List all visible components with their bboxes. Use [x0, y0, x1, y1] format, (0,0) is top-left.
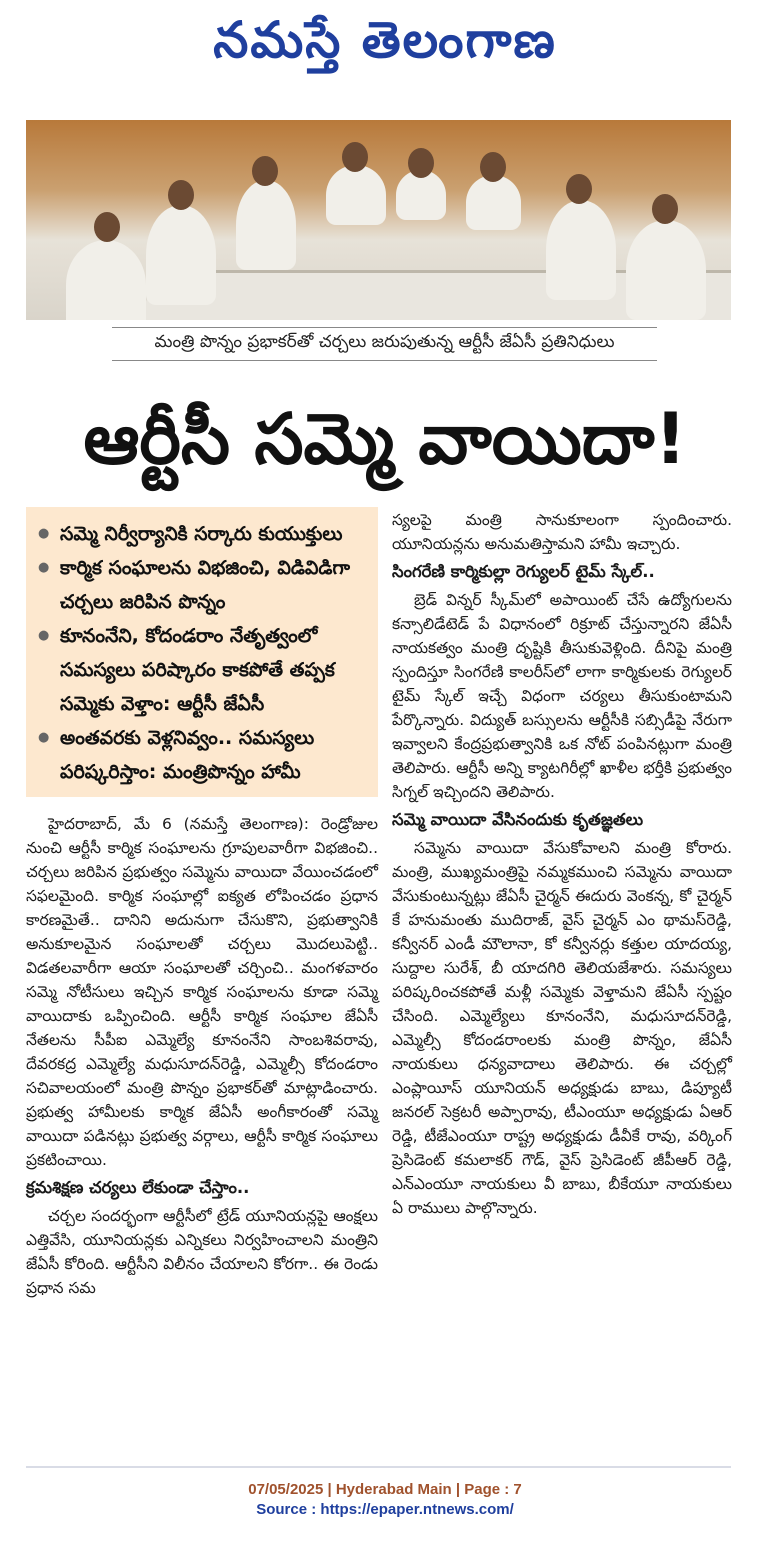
- photo-person: [546, 200, 616, 300]
- photo-person: [326, 165, 386, 225]
- article-paragraph: చర్చల సందర్భంగా ఆర్టీసీలో ట్రేడ్ యూనియన్లపై ఆంక్షలు ఎత్తివేసి, యూనియన్లకు ఎన్నికలు నిర్వహించాలని మంత్రిని జేఏసీ కోరింది. ఆర్టీసీని విలీనం చేయాలని కోరగా.. ఈ రెండు ప్రధాన సమ: [26, 1207, 378, 1297]
- masthead-title: నమస్తే తెలంగాణ: [213, 10, 557, 69]
- photo-head: [94, 212, 120, 242]
- highlight-item: ● కార్మిక సంఘాలను విభజించి, విడివిడిగా చర్చలు జరిపిన పొన్నం: [38, 551, 370, 619]
- masthead: [0, 0, 770, 92]
- news-photo: [26, 120, 731, 320]
- photo-person: [466, 175, 521, 230]
- photo-person: [626, 220, 706, 320]
- article-subhead: క్రమశిక్షణ చర్యలు లేకుండా చేస్తాం..: [26, 1178, 250, 1197]
- footer-source-link[interactable]: Source : https://epaper.ntnews.com/: [256, 1501, 514, 1518]
- photo-head: [252, 156, 278, 186]
- photo-head: [168, 180, 194, 210]
- photo-head: [566, 174, 592, 204]
- photo-person: [236, 180, 296, 270]
- photo-head: [342, 142, 368, 172]
- article-headline: ఆర్టీసీ సమ్మె వాయిదా!: [83, 397, 687, 480]
- highlight-item: ● అంతవరకు వెళ్లనివ్వం.. సమస్యలు పరిష్కరిస్తాం: మంత్రిపొన్నం హామీ: [38, 721, 370, 789]
- article-column-right: [392, 508, 732, 1224]
- photo-person: [146, 205, 216, 305]
- article-paragraph: హైదరాబాద్, మే 6 (నమస్తే తెలంగాణ): రెండ్రోజుల నుంచి ఆర్టీసీ కార్మిక సంఘాలను గ్రూపులవారీగా విభజించి.. చర్చలు జరిపిన ప్రభుత్వం సమ్మెను వాయిదా వేయించడంలో సఫలమైంది. కార్మిక సంఘాల్లో ఐక్యత లోపించడం ప్రధాన కారణమైతే.. దానిని అదునుగా చేసుకొని, ప్రభుత్వానికి అనుకూలమైన సంఘాలతో చర్చలు మొదలుపెట్టి.. విడతలవారీగా ఆయా సంఘాలతో చర్చించి.. మంగళవారం సమ్మె నోటీసులు ఇచ్చిన కార్మిక సంఘాలను కూడా సమ్మె వాయిదాకు ఒప్పించింది. ఆర్టీసీ కార్మిక సంఘాల జేఏసీ నేతలను సీపీఐ ఎమ్మెల్యే కూనంనేని సాంబశివరావు, దేవరకద్ర ఎమ్మెల్యే మధుసూదన్‌రెడ్డి, ఎమ్మెల్సీ కోదండరాం సచివాలయంలో మంత్రి పొన్నం ప్రభాకర్‌తో మాట్లాడించారు. ప్రభుత్వ హామీలకు కార్మిక జేఏసీ అంగీకారంతో సమ్మె వాయిదా పడినట్లు ప్రభుత్వ వర్గాలు, ఆర్టీసీ కార్మిక సంఘాలు ప్రకటించాయి.: [26, 815, 378, 1169]
- footer-edition-info: 07/05/2025 | Hyderabad Main | Page : 7: [248, 1481, 522, 1498]
- photo-head: [480, 152, 506, 182]
- footer: [0, 1480, 770, 1520]
- article-subhead: సమ్మె వాయిదా వేసినందుకు కృతజ్ఞతలు: [392, 810, 644, 829]
- photo-head: [652, 194, 678, 224]
- article-paragraph: స్యలపై మంత్రి సానుకూలంగా స్పందించారు. యూనియన్లను అనుమతిస్తామని హామీ ఇచ్చారు.: [392, 511, 732, 553]
- footer-divider: [26, 1466, 731, 1468]
- article-subhead: సింగరేణి కార్మికుల్లా రెగ్యులర్ టైమ్ స్కేల్..: [392, 562, 655, 581]
- photo-caption: మంత్రి పొన్నం ప్రభాకర్‌తో చర్చలు జరుపుతున్న ఆర్టీసీ జేఏసీ ప్రతినిధులు: [112, 327, 657, 361]
- photo-head: [408, 148, 434, 178]
- article-paragraph: బ్రెడ్ విన్నర్ స్కీమ్‌లో అపాయింట్ చేసే ఉద్యోగులను కన్సాలిడేటెడ్ పే విధానంలో రిక్రూట్ చేస్తున్నారని జేఏసీ నాయకత్వం మంత్రి దృష్టికి తీసుకువెళ్లింది. దీనిపై మంత్రి స్పందిస్తూ సింగరేణి కాలరీస్‌లో లాగా కార్మికులకు రెగ్యులర్ టైమ్ స్కేల్ ఇచ్చే విధంగా చర్యలు తీసుకుంటామని పేర్కొన్నారు. విద్యుత్ బస్సులను ఆర్టీసీకి సబ్సిడీపై నేరుగా ఇవ్వాలని కేంద్రప్రభుత్వానికి ఒక నోట్ పంపినట్లుగా మంత్రి తెలిపారు. ఆర్టీసీ అన్ని క్యాటగిరీల్లో ఖాళీల భర్తీకి ప్రభుత్వం సిగ్నల్ ఇచ్చిందని తెలిపారు.: [392, 591, 732, 801]
- article-paragraph: సమ్మెను వాయిదా వేసుకోవాలని మంత్రి కోరారు. మంత్రి, ముఖ్యమంత్రిపై నమ్మకముంచి సమ్మెను వాయిదా వేసుకుంటున్నట్లు జేఏసీ చైర్మన్ ఈదురు వెంకన్న, కో చైర్మన్ కే హనుమంతు ముదిరాజ్, వైస్ చైర్మన్ ఎం థామస్‌రెడ్డి, కన్వీనర్ ఎండీ మౌలానా, కో కన్వీనర్లు కత్తుల యాదయ్య, సుద్దాల సురేశ్, బీ యాదగిరి తెలియజేశారు. సమస్యలు పరిష్కరించకపోతే మళ్లీ సమ్మెకు వెళ్తామని జేఏసీ స్పష్టం చేసింది. ఎమ్మెల్యేలు కూనంనేని, మధుసూదన్‌రెడ్డి, ఎమ్మెల్సీ కోదండరాంలకు మంత్రి పొన్నం, జేఏసీ నాయకులు ధన్యవాదాలు తెలిపారు. ఈ చర్చల్లో ఎంప్లాయీస్ యూనియన్ అధ్యక్షుడు బాబు, డిప్యూటీ జనరల్ సెక్రటరీ అప్పారావు, టీఎంయూ అధ్యక్షుడు ఏఆర్ రెడ్డి, టీజేఎంయూ రాష్ట్ర అధ్యక్షుడు డీవీకే రావు, వర్కింగ్ ప్రెసిడెంట్ కమలాకర్ గౌడ్, వైస్ ప్రెసిడెంట్ జీపీఆర్ రెడ్డి, ఎన్ఎంయూ నాయకులు వీ బాబు, బీకేయూ నాయకులు ఏ రాములు పాల్గొన్నారు.: [392, 839, 732, 1217]
- highlight-item: ● సమ్మె నిర్వీర్యానికి సర్కారు కుయుక్తులు: [38, 517, 370, 551]
- photo-person: [66, 240, 146, 320]
- highlights-box: [26, 507, 378, 797]
- article-column-left: [26, 812, 378, 1304]
- highlight-item: ● కూనంనేని, కోదండరాం నేతృత్వంలో సమస్యలు పరిష్కారం కాకపోతే తప్పక సమ్మెకు వెళ్తాం: ఆర్టీసీ జేఏసీ: [38, 619, 370, 721]
